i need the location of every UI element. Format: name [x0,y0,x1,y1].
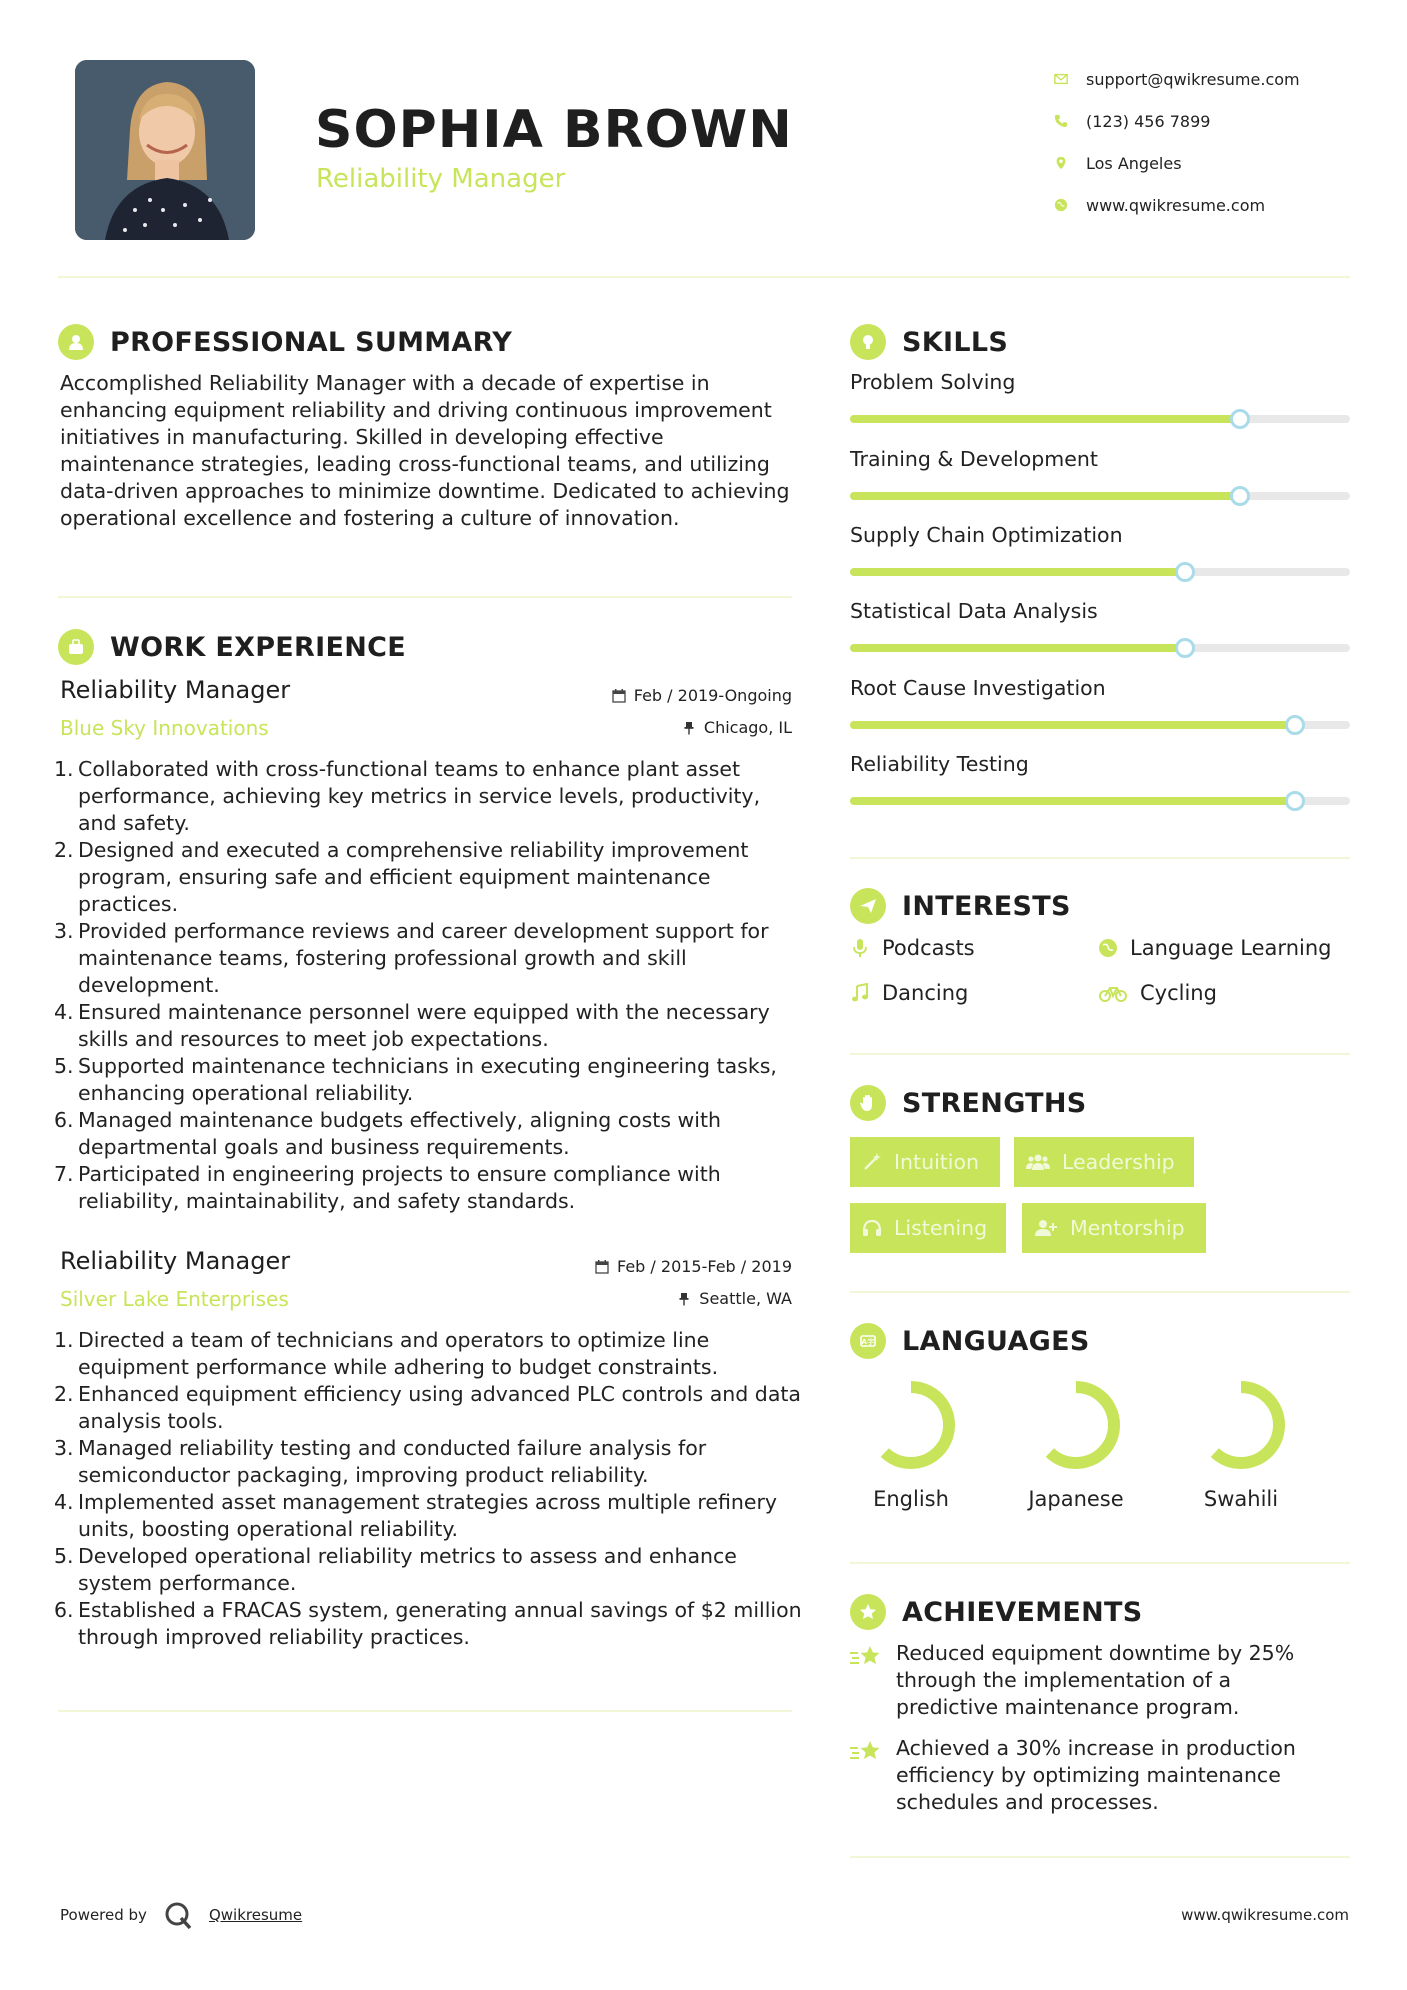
skill-track [850,415,1350,423]
job-1-location [492,718,792,737]
pin-icon [677,1292,691,1306]
candidate-role: Reliability Manager [316,164,566,194]
experience-divider [58,1710,792,1712]
skill-row [850,752,1350,776]
globe-icon [1098,938,1118,958]
skill-track [850,797,1350,805]
interest-cycling [1098,981,1217,1005]
list-item: 4. Ensured maintenance personnel were equipped with the necessary skills and resources to meet job expectations. [54,1000,770,1051]
strength-label: Mentorship [1070,1216,1185,1240]
star-burst-icon [850,1739,884,1765]
language-arc [1038,1387,1114,1463]
experience-heading [58,629,406,665]
achievement-item [850,1640,1330,1721]
job-2-title: Reliability Manager [60,1247,291,1275]
language-label: Swahili [1203,1487,1279,1511]
skill-fill [850,644,1185,652]
star-badge-icon [850,1594,886,1630]
interest-podcasts [850,936,975,960]
job-2-company: Silver Lake Enterprises [60,1287,289,1311]
paper-plane-icon [850,888,886,924]
qwikresume-logo-icon [163,1900,193,1930]
magic-wand-icon [862,1152,882,1172]
summary-heading [58,324,512,360]
achievements-heading [850,1594,1143,1630]
skill-fill [850,721,1295,729]
interest-label: Cycling [1140,981,1217,1005]
skill-track [850,644,1350,652]
footer-url[interactable]: www.qwikresume.com [1181,1906,1349,1924]
skill-fill [850,492,1240,500]
interest-label: Language Learning [1130,936,1332,960]
job-1-company: Blue Sky Innovations [60,716,269,740]
job-2-dates [492,1257,792,1276]
skill-fill [850,568,1185,576]
headphones-icon [862,1218,882,1238]
candidate-name: SOPHIA BROWN [315,100,793,160]
skill-row [850,523,1350,547]
skill-track [850,492,1350,500]
strength-label: Leadership [1062,1150,1175,1174]
skill-row [850,599,1350,623]
contact-website-text: www.qwikresume.com [1086,195,1266,215]
job-2-dates-text: Feb / 2015-Feb / 2019 [617,1257,792,1276]
strength-intuition [850,1137,1000,1187]
strength-label: Listening [894,1216,988,1240]
contact-location [1050,142,1350,184]
job-1-title: Reliability Manager [60,676,291,704]
summary-text: Accomplished Reliability Manager with a decade of expertise in enhancing equipment reliability and driving continuous improvement initiatives in manufacturing. Skilled in developing effective maintenance strategies, leading cross-functional teams, and utilizing data-driven approaches to minimize downtime. Dedicated to achieving operational excellence and fostering a culture of innovation. [60,371,790,530]
skills-divider [850,857,1350,859]
skill-row [850,676,1350,700]
strengths-heading [850,1085,1087,1121]
contact-phone[interactable] [1050,100,1350,142]
skill-fill [850,415,1240,423]
skill-row [850,447,1350,471]
phone-icon [1050,114,1086,128]
language-arc [1203,1387,1279,1463]
skill-label: Training & Development [850,447,1098,471]
summary-divider [58,596,792,598]
list-item: 6. Managed maintenance budgets effectively, aligning costs with departmental goals and business requirements. [54,1108,722,1159]
interest-language-learning [1098,936,1331,960]
list-item: 4. Implemented asset management strategies across multiple refinery units, boosting operational reliability. [54,1490,778,1541]
language-icon [850,1323,886,1359]
language-label: Japanese [1028,1487,1124,1511]
skill-knob [1230,409,1250,429]
strength-listening [850,1203,1006,1253]
skill-fill [850,797,1295,805]
profile-photo-illustration [75,60,255,240]
hand-icon [850,1085,886,1121]
user-plus-icon [1034,1218,1058,1238]
profile-photo [75,60,255,240]
skill-knob [1230,486,1250,506]
languages-title: LANGUAGES [902,1325,1090,1357]
skill-knob [1285,715,1305,735]
footer-powered-by [60,1900,302,1930]
interests-title: INTERESTS [902,890,1071,922]
language-swahili [1166,1375,1316,1511]
language-japanese [1001,1375,1151,1511]
strength-leadership [1014,1137,1194,1187]
user-icon [58,324,94,360]
list-item: 2. Enhanced equipment efficiency using advanced PLC controls and data analysis tools. [54,1382,801,1433]
skill-knob [1175,638,1195,658]
skill-label: Reliability Testing [850,752,1029,776]
strengths-divider [850,1291,1350,1293]
interest-label: Podcasts [882,936,975,960]
language-english [836,1375,986,1511]
list-item: 5. Developed operational reliability metrics to assess and enhance system performance. [54,1544,737,1595]
achievement-item [850,1735,1330,1816]
job-2-location-text: Seattle, WA [699,1289,792,1308]
skill-track [850,721,1350,729]
list-item: 3. Provided performance reviews and career development support for maintenance teams, fostering professional growth and skill development. [54,919,769,997]
job-1-dates [492,686,792,705]
skill-label: Problem Solving [850,370,1016,394]
language-ring [1026,1375,1126,1475]
qwikresume-link[interactable]: Qwikresume [208,1906,303,1924]
skill-label: Statistical Data Analysis [850,599,1098,623]
briefcase-icon [58,629,94,665]
pin-icon [682,721,696,735]
languages-divider [850,1562,1350,1564]
list-item: 6. Established a FRACAS system, generating annual savings of $2 million through improved reliability practices. [54,1598,802,1649]
job-1-points [54,756,804,1215]
achievement-text: Reduced equipment downtime by 25% through the implementation of a predictive maintenance program. [896,1641,1295,1719]
interests-heading [850,888,1071,924]
list-item: 3. Managed reliability testing and conducted failure analysis for semiconductor packaging, improving product reliability. [54,1436,707,1487]
achievements-divider [850,1856,1350,1858]
list-item: 1. Directed a team of technicians and operators to optimize line equipment performance while adhering to budget constraints. [54,1328,719,1379]
powered-by-text: Powered by [60,1906,147,1924]
globe-icon [1050,198,1086,212]
list-item: 5. Supported maintenance technicians in executing engineering tasks, enhancing operational reliability. [54,1054,777,1105]
music-note-icon [850,983,870,1003]
calendar-icon [612,689,626,703]
interests-divider [850,1053,1350,1055]
contact-email-text: support@qwikresume.com [1086,69,1300,89]
contact-location-text: Los Angeles [1086,153,1182,173]
users-icon [1026,1152,1050,1172]
experience-title: WORK EXPERIENCE [110,631,406,663]
interest-dancing [850,981,968,1005]
skill-track [850,568,1350,576]
lightbulb-icon [850,324,886,360]
email-icon [1050,72,1086,86]
skill-knob [1285,791,1305,811]
languages-heading [850,1323,1090,1359]
skill-knob [1175,562,1195,582]
skills-title: SKILLS [902,326,1009,358]
microphone-icon [850,938,870,958]
skill-label: Root Cause Investigation [850,676,1106,700]
calendar-icon [595,1260,609,1274]
strength-mentorship [1022,1203,1206,1253]
contact-list [1050,58,1350,226]
location-pin-icon [1050,156,1086,170]
list-item: 7. Participated in engineering projects to ensure compliance with reliability, maintainability, and safety standards. [54,1162,721,1213]
bicycle-icon [1098,983,1128,1003]
skills-heading [850,324,1008,360]
job-2-points [54,1327,804,1651]
language-ring [861,1375,961,1475]
star-burst-icon [850,1644,884,1670]
achievements-title: ACHIEVEMENTS [902,1596,1143,1628]
summary-title: PROFESSIONAL SUMMARY [110,326,513,358]
contact-phone-text: (123) 456 7899 [1086,111,1211,131]
strength-label: Intuition [894,1150,980,1174]
skill-row [850,370,1350,394]
strengths-title: STRENGTHS [902,1087,1087,1119]
list-item: 2. Designed and executed a comprehensive reliability improvement program, ensuring safe and efficient equipment maintenance practices. [54,838,749,916]
job-1-location-text: Chicago, IL [703,718,792,737]
language-ring [1191,1375,1291,1475]
skill-label: Supply Chain Optimization [850,523,1123,547]
list-item: 1. Collaborated with cross-functional teams to enhance plant asset performance, achieving key metrics in service levels, productivity, and safety. [54,757,761,835]
job-2-location [492,1289,792,1308]
svg-text:A字: A字 [861,1338,875,1346]
language-arc [873,1387,949,1463]
job-1-dates-text: Feb / 2019-Ongoing [633,686,792,705]
language-label: English [873,1487,949,1511]
achievement-text: Achieved a 30% increase in production efficiency by optimizing maintenance schedules and processes. [896,1736,1296,1814]
header-divider [58,276,1350,278]
contact-website[interactable] [1050,184,1350,226]
interest-label: Dancing [882,981,969,1005]
contact-email[interactable] [1050,58,1350,100]
